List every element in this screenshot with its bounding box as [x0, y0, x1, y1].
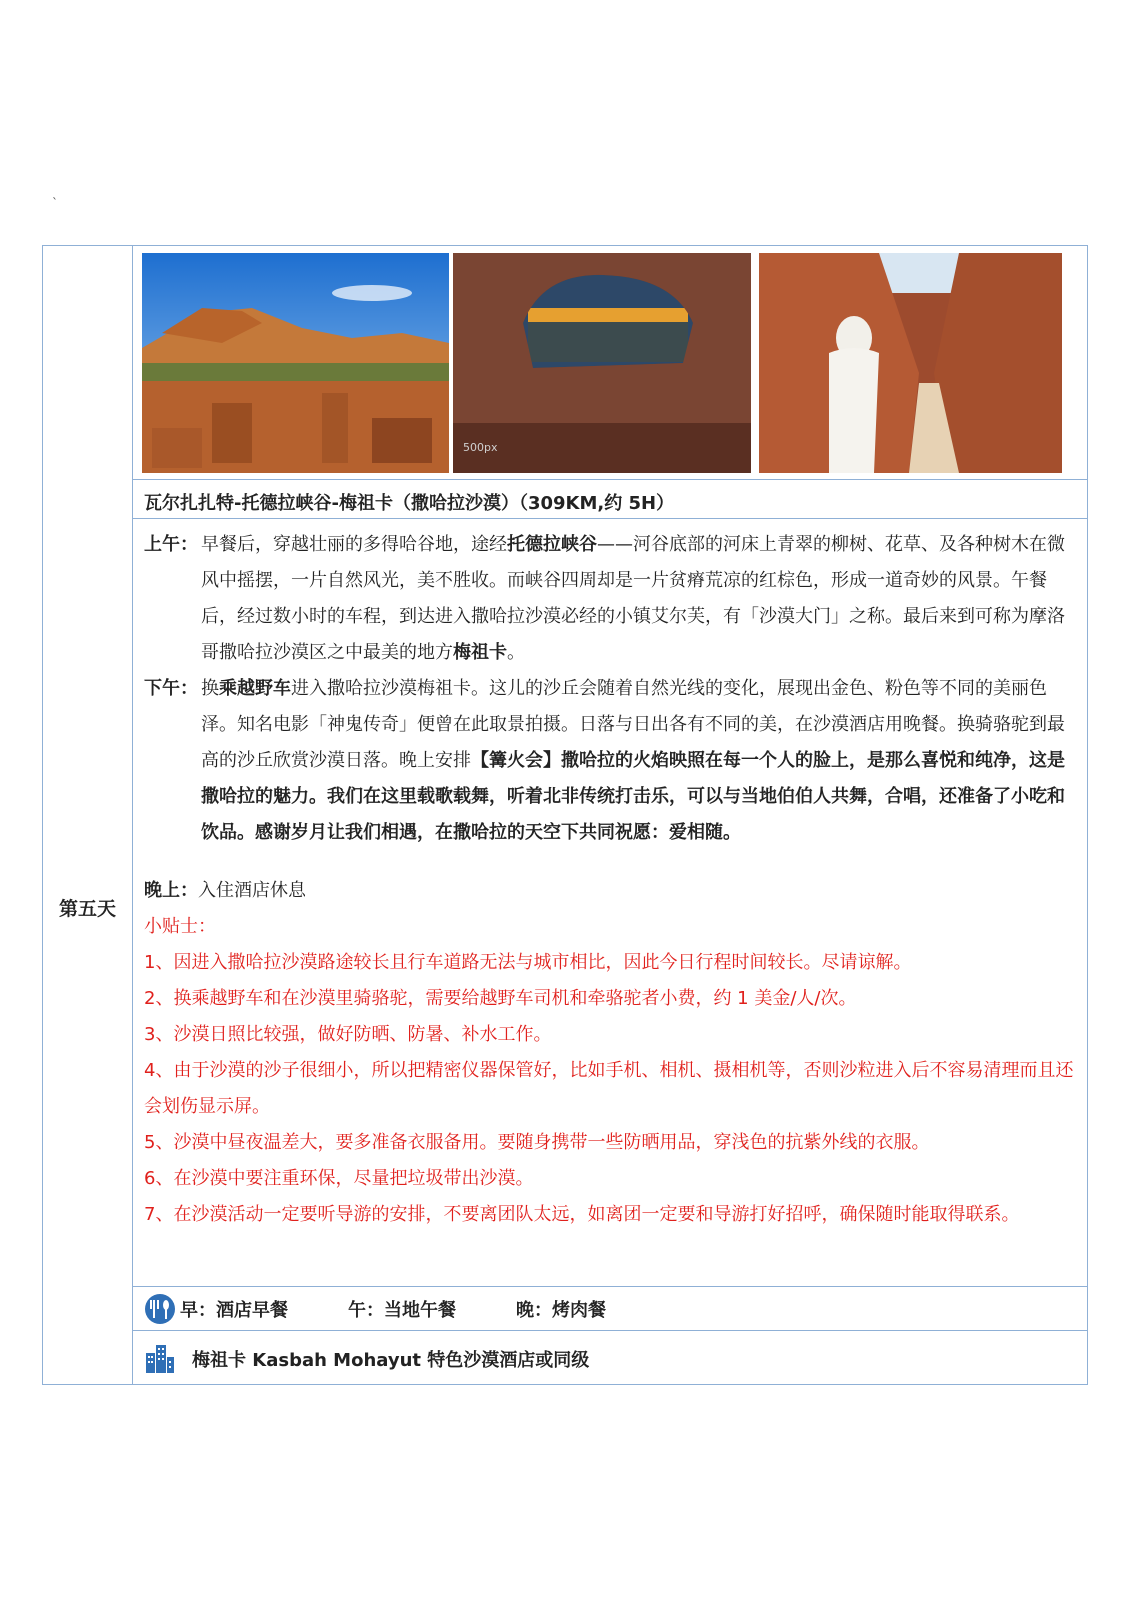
- tip-item: 1、因进入撒哈拉沙漠路途较长且行车道路无法与城市相比，因此今日行程时间较长。尽请谅解。: [144, 952, 912, 973]
- hotel-row: [132, 1331, 1087, 1386]
- hotel-name: 梅祖卡 Kasbah Mohayut 特色沙漠酒店或同级: [192, 1349, 590, 1371]
- route-title: 瓦尔扎扎特-托德拉峡谷-梅祖卡（撒哈拉沙漠）（309KM,约 5H）: [132, 479, 1087, 519]
- morning-text-2: ——河谷底部的河床上青翠的柳树、花草、及各种树木在微风中摇摆，一片自然风光，美不胜收。而峡谷四周却是一片贫瘠荒凉的红棕色，形成一道奇妙的风景。午餐后，经过数小时的车程，到达进入撒哈拉沙漠必经的小镇艾尔芙，有「沙漠大门」之称。最后来到可称为摩洛哥撒哈拉沙漠区之中最美的地方: [201, 534, 1065, 663]
- meal-lunch: 午：当地午餐: [348, 1299, 456, 1321]
- tip-item: 7、在沙漠活动一定要听导游的安排，不要离团队太远，如离团一定要和导游打好招呼，确保随时能取得联系。: [144, 1204, 1020, 1225]
- tip-item: 4、由于沙漠的沙子很细小，所以把精密仪器保管好，比如手机、相机、摄相机等，否则沙粒进入后不容易清理而且还会划伤显示屏。: [144, 1060, 1074, 1117]
- morning-paragraph: [144, 527, 1075, 671]
- evening-line: [144, 873, 1075, 909]
- tip-item: 6、在沙漠中要注重环保，尽量把垃圾带出沙漠。: [144, 1168, 534, 1189]
- photo-kasbah: [142, 253, 449, 473]
- morning-text-1: 早餐后，穿越壮丽的多得哈谷地，途经: [201, 534, 507, 555]
- day-content: [132, 519, 1087, 1319]
- evening-text: 入住酒店休息: [198, 880, 306, 901]
- afternoon-highlight-2: 【篝火会】撒哈拉的火焰映照在每一个人的脸上，是那么喜悦和纯净，这是撒哈拉的魅力。我们在这里载歌载舞，听着北非传统打击乐，可以与当地伯伯人共舞，合唱，还准备了小吃和饮品。感谢岁月让我们相遇，在撒哈拉的天空下共同祝愿：爱相随。: [201, 750, 1065, 843]
- tip-item: 5、沙漠中昼夜温差大，要多准备衣服备用。要随身携带一些防晒用品，穿浅色的抗紫外线的衣服。: [144, 1132, 930, 1153]
- photo-row: [132, 246, 1087, 480]
- tip-item: 3、沙漠日照比较强，做好防晒、防暑、补水工作。: [144, 1024, 552, 1045]
- photo-desert-arch: [453, 253, 751, 473]
- meal-dinner: 晚：烤肉餐: [516, 1299, 606, 1321]
- photo-alley: [759, 253, 1062, 473]
- day-label: 第五天: [58, 898, 116, 920]
- hotel-building-icon: [144, 1343, 176, 1375]
- tips-title: 小贴士：: [144, 916, 216, 937]
- morning-highlight-2: 梅祖卡: [453, 642, 507, 663]
- meal-breakfast: 早：酒店早餐: [180, 1299, 288, 1321]
- afternoon-highlight-1: 乘越野车: [219, 678, 291, 699]
- afternoon-paragraph: [144, 671, 1075, 851]
- afternoon-text-1: 换: [201, 678, 219, 699]
- afternoon-text-2: 进入撒哈拉沙漠梅祖卡。这儿的沙丘会随着自然光线的变化，展现出金色、粉色等不同的美丽色泽。知名电影「神鬼传奇」便曾在此取景拍摄。日落与日出各有不同的美，在沙漠酒店用晚餐。换骑骆驼到最高的沙丘欣赏沙漠日落。晚上安排: [201, 678, 1065, 771]
- itinerary-day-table: [42, 245, 1088, 1385]
- meal-icon: [144, 1293, 176, 1325]
- day-column: [43, 246, 133, 1384]
- afternoon-label: 下午：: [144, 678, 198, 699]
- tip-item: 2、换乘越野车和在沙漠里骑骆驼，需要给越野车司机和牵骆驼者小费，约 1 美金/人/次。: [144, 988, 857, 1009]
- morning-text-3: 。: [507, 642, 525, 663]
- photo-watermark: 500px: [463, 441, 498, 454]
- morning-label: 上午：: [144, 534, 198, 555]
- evening-label: 晚上：: [144, 880, 198, 901]
- meals-row: [132, 1286, 1087, 1331]
- stray-mark: `: [52, 196, 58, 210]
- morning-highlight-1: 托德拉峡谷: [507, 534, 597, 555]
